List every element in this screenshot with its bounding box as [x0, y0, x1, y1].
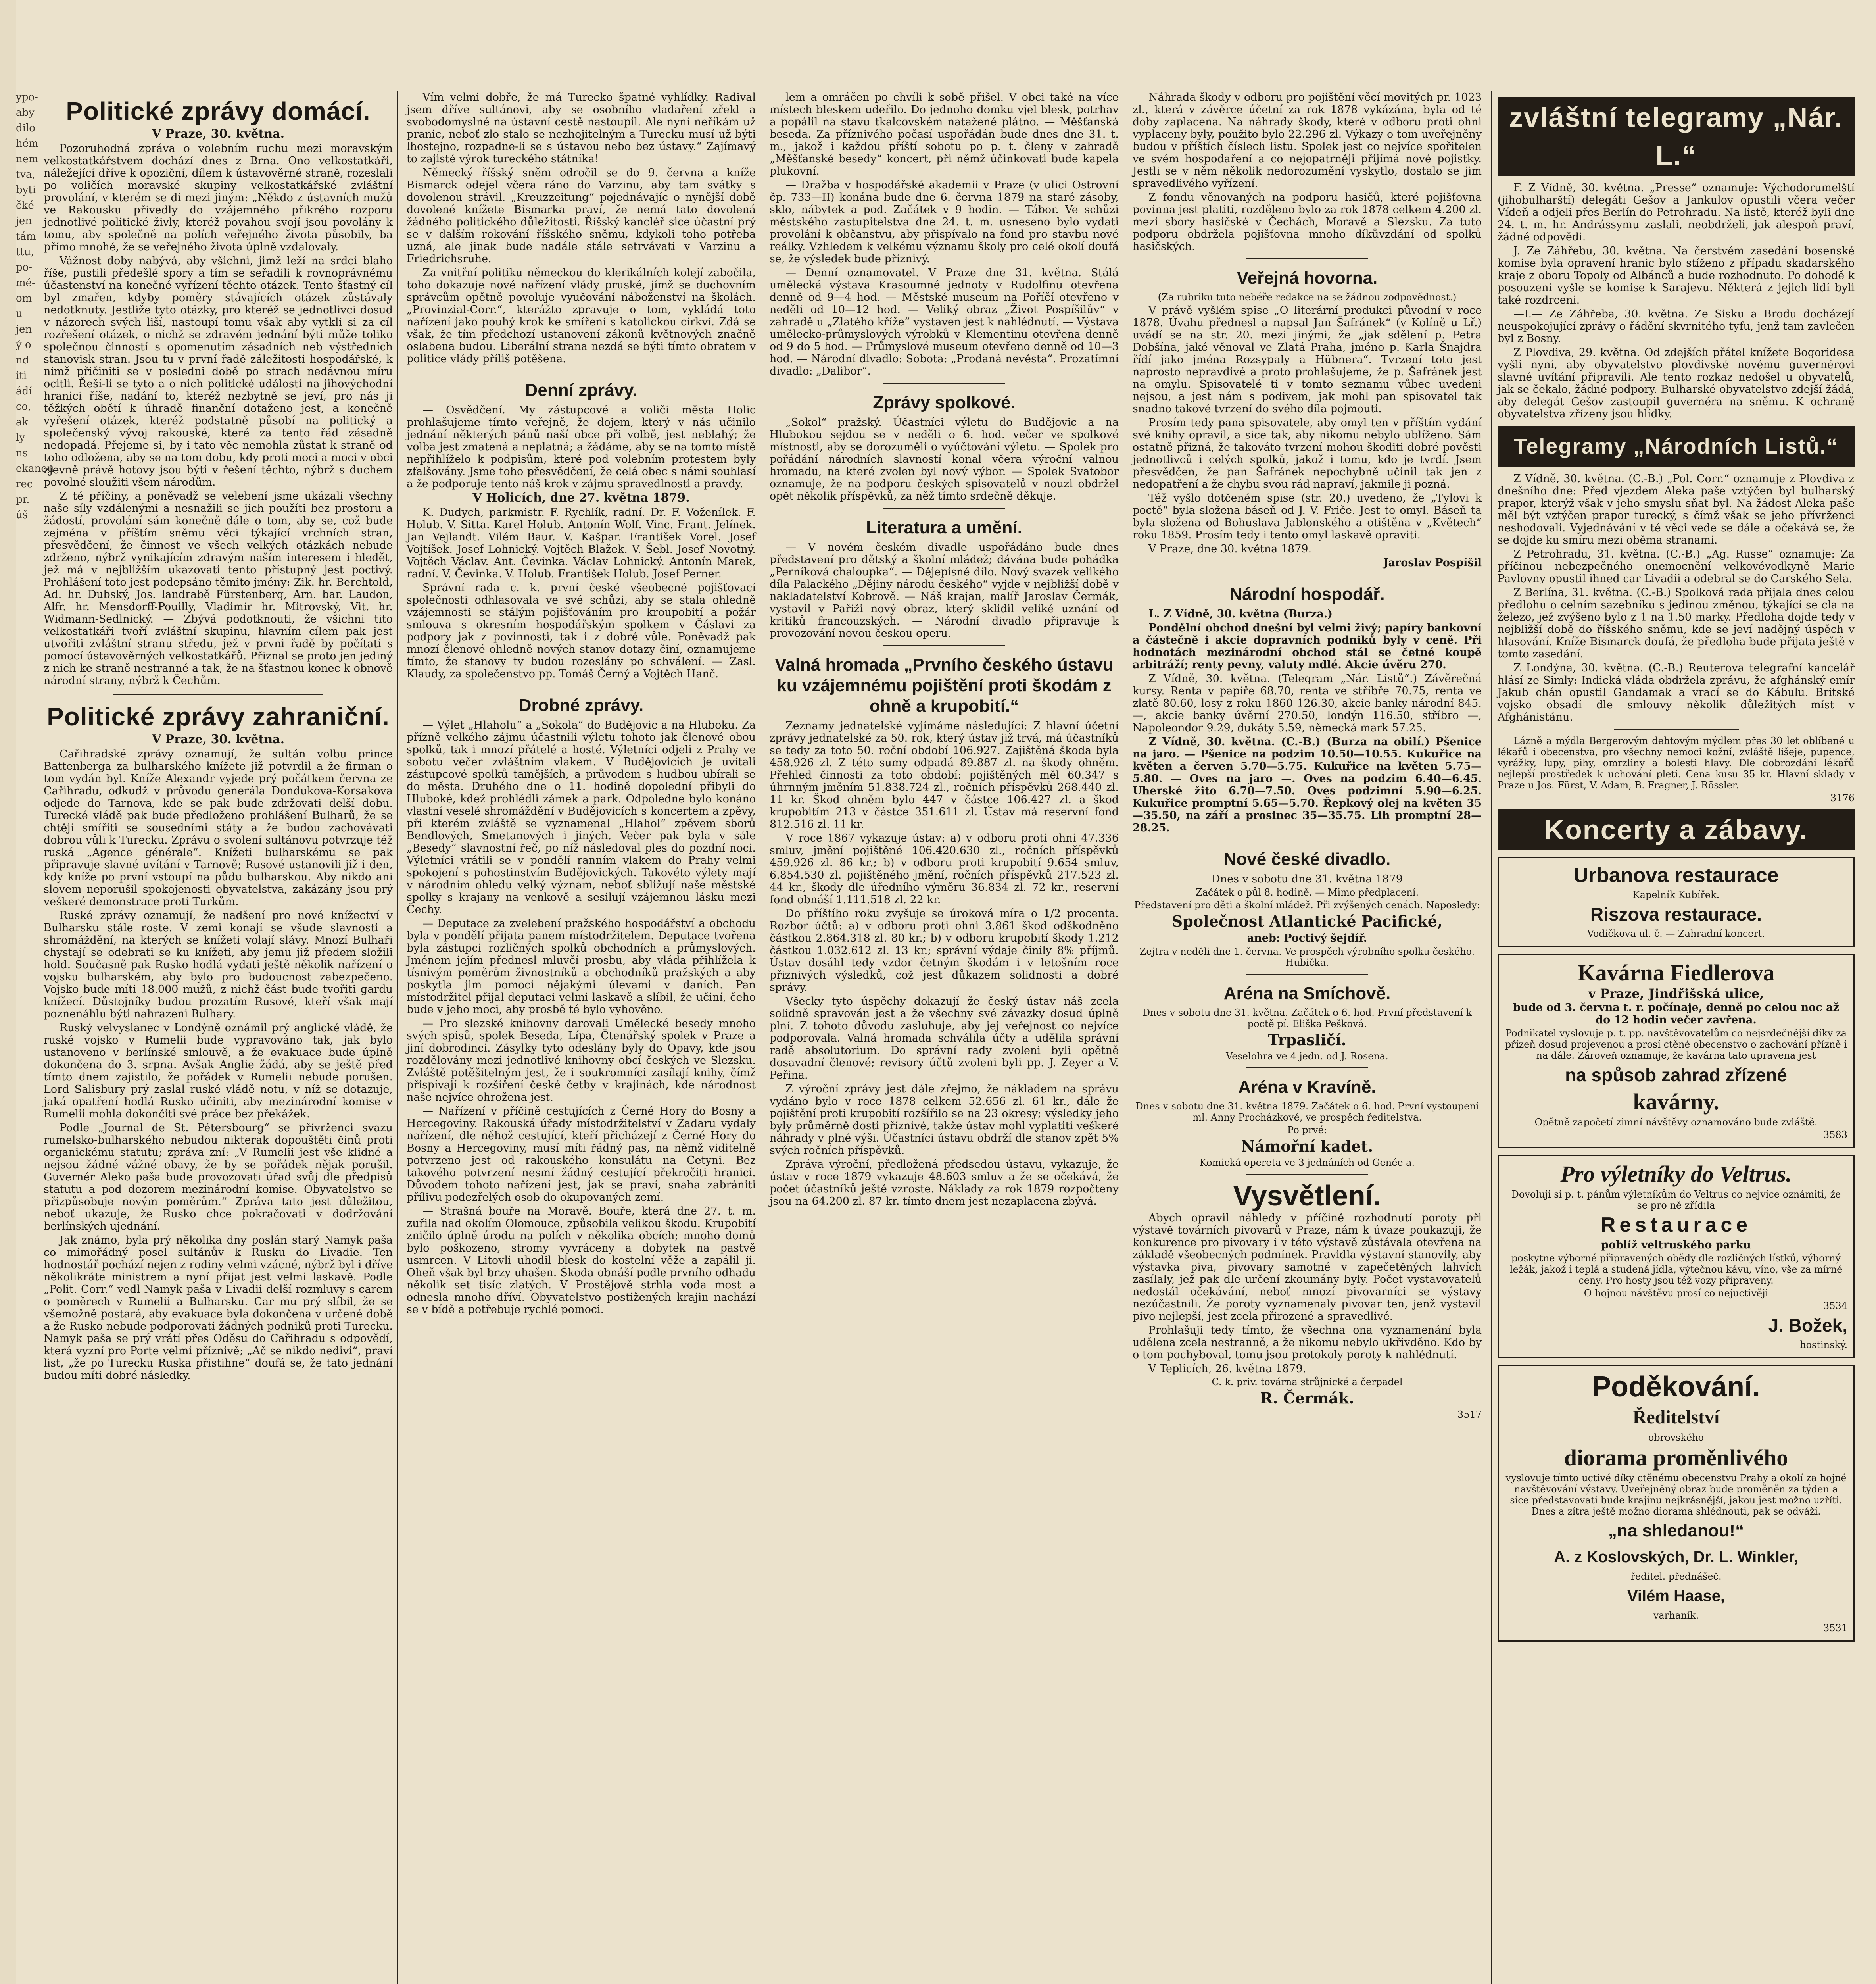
ad-number: 3531: [1823, 1623, 1847, 1634]
theatre-line: Po prvé:: [1287, 1125, 1327, 1136]
article-paragraph: Prosím tedy pana spisovatele, aby omyl ten v příštím vydání své knihy opravil, a sice tak, aby nikomu nebylo ublíženo. Sám ostatně přizná, že takováto tvrzení mohou škoditi dobré pověsti jednotlivců i celých spolků, jakož i tomu, kdo je tvrdí. Jsem přesvědčen, že pan Šafránek nepochybně učinil tak jen z nedopatření a že chybu svou rád napraví, jakmile ji pozná.: [1133, 417, 1482, 490]
edge-fragment: jen: [16, 323, 32, 335]
article-paragraph: Pondělní obchod dnešní byl velmi živý; papíry bankovní a částečně i akcie dopravních podniků byly v ceně. Při hodnotách mezinárodní obchod stál se četné koupě arbitráží; renty pevny, valuty mdlé. Akcie úvěru 270.: [1133, 622, 1482, 671]
article-paragraph: —I.— Ze Záhřeba, 30. května. Ze Sisku a Brodu docházejí neuspokojující zprávy o řádění skvrnitého tyfu, jenž tam zavlečen byl z Bosny.: [1498, 308, 1855, 345]
ad-line: Opětně započetí zimní návštěvy oznamováno bude zvláště.: [1534, 1117, 1818, 1128]
ad-signature: ředitel. přednášeč.: [1630, 1571, 1722, 1582]
advertisement-diorama: [1498, 1365, 1855, 1642]
article-paragraph: — Deputace za zvelebení pražského hospodářství a obchodu byla v pondělí přijata panem místodržitelem. Deputace tvořena byla zástupci rozličných spolků obchodních a průmyslových. Jménem jejím přednesl mluvčí prosbu, aby vláda přihlížela k tísnivým poměrům živnostníků a obchodníků pražských a aby poskytla jim pomoci nějakými úlevami v daních. Pan místodržitel přijal deputaci velmi laskavě a slíbil, že učiní, čeho bude v jeho moci, aby prosbě té bylo vyhověno.: [407, 917, 756, 1016]
edge-fragment: u: [16, 308, 23, 320]
article-paragraph: Za vnitřní politiku německou do klerikálních kolejí zabočila, toho dokazuje nové nařízení vlády pruské, jímž se duchovním správcům opětně povoluje vyučování náboženství na školách. „Provinzial-Corr.“, kterážto zpravuje o tom, vykládá toto nařízení jako pouhý krok ke smíření s katolickou církví. Zdá se však, že tím předchozí ustanovení zákonů květnových značně oslabena budou. Liberální strana nezdá se býti tímto obratem v politice vlády příliš potěšena.: [407, 267, 756, 365]
ad-line: Dovoluji si p. t. pánům výletníkům do Veltrus co nejvíce oznámiti, že se pro ně zřídila: [1511, 1189, 1841, 1211]
edge-fragment: nd: [16, 354, 29, 366]
section-title-insurance: Valná hromada „Prvního českého ústavu ku vzájemnému pojištění proti škodám z ohně a krupobití.“: [775, 655, 1114, 716]
edge-fragment: ly: [16, 432, 25, 444]
article-paragraph: Podle „Journal de St. Pétersbourg“ se přívrženci svazu rumelsko-bulharského nebudou nikterak dopouštěti činů proti organickému statutu; zpráva zní: „V Rumelii jest vše klidné a nejsou žádné vážné obavy, že by se pořádek nějak porušil. Guvernér Aleko paša bude provozovati úřad svůj dle předpisů statutu a pod dozorem mezinárodní komise. Obyvatelstvo se přizpůsobuje novým poměrům.“ Zpráva tato jest důležitou, neboť ukazuje, že Rusko chce pokračovati v dodržování berlínských ujednání.: [44, 1122, 393, 1232]
section-title-daily: Denní zprávy.: [525, 381, 637, 400]
column-rule: [397, 91, 398, 1984]
edge-fragment: pr.: [16, 494, 30, 506]
edge-fragment: byti: [16, 184, 36, 196]
article-paragraph: Ruský velvyslanec v Londýně oznámil prý anglické vládě, že ruské vojsko v Rumelii bude vypravováno tak, jak bylo ustanoveno v berlínské smlouvě, a že evakuace bude úplně dokončena do 3. srpna. Avšak Anglie žádá, aby se ještě před tímto dnem zajistilo, že pořádek v Rumelii nebude porušen. Lord Salisbury prý zaslal ruské vládě notu, v níž se dotazuje, jaká opatření hodlá Rusko učiniti, aby mezinárodní komise v Rumelii mohla dokončiti své práce bez překážek.: [44, 1022, 393, 1120]
ad-line: O hojnou návštěvu prosí co nejuctivěji: [1584, 1288, 1768, 1299]
divider: [1246, 974, 1368, 975]
edge-fragment: nem: [16, 153, 38, 165]
ad-number: 3517: [1457, 1409, 1482, 1420]
article-paragraph: Do příštího roku zvyšuje se úroková míra o 1/2 procenta. Rozbor účtů: a) v odboru proti ohni 3.861 škod odškodněno částkou 2.864.318 zl. 80 kr.; b) v odboru krupobití škody 1.212 částkou 1.032.612 zl. 13 kr.; správní výdaje činily 8% příjmů. Ústav dosáhl tedy vzdor četným škodám i v letošním roce přiznivých výsledků, což jest důkazem solidnosti a dobré správy.: [770, 907, 1119, 994]
ad-line: vyslovuje tímto uctivé díky ctěnému obecenstvu Prahy a okolí za hojné navštěvování výstavy. Uveřejněný obraz bude proměněn za týden a sice představovati bude krajinu nejkrásnější, jakou jest možno uzříti. Dnes a zítra ještě možno diorama shlédnouti, pak se odváží.: [1505, 1473, 1847, 1517]
firm-line: C. k. priv. továrna strůjnické a čerpadel: [1212, 1376, 1403, 1388]
section-title-public-forum: Veřejná hovorna.: [1237, 268, 1378, 288]
column-3: [770, 91, 1119, 1984]
column-rule: [1491, 91, 1492, 1984]
section-title-arena-kravin: Aréna v Kravíně.: [1238, 1077, 1376, 1097]
advertisement-veltrus: [1498, 1155, 1855, 1358]
banner-concerts: Koncerty a zábavy.: [1498, 809, 1855, 850]
article-paragraph: — Nařízení v příčině cestujících z Černé Hory do Bosny a Hercegoviny. Rakouská úřady místodržitelství v Zadaru vydaly nařízení, dle něhož cestující, kteří přicházejí z Černé Hory do Bosny a Hercegoviny, musí míti řádný pas, na němž viditelně potvrzeno jest od rakouského konsulátu na Cetyni. Bez takového potvrzení nesmí žádný cestující překročiti hranici. Důvodem tohoto nařízení jest, jak se praví, snaha zabrániti přílivu podezřelých osob do okupovaných zemí.: [407, 1105, 756, 1203]
edge-fragment: tám: [16, 231, 36, 242]
article-paragraph: Ruské zprávy oznamují, že nadšení pro nové knížectví v Bulharsku stále roste. V zemi konají se všude slavnosti a shromáždění, na kterých se knížeti volají slávy. Mnozí Bulhaři chystají se odebrati se ku knížeti, aby jemu již předem složili hold. Současně pak Rusko hodlá vydati ještě několik nařízení o vojsku bulharském, aby bylo pro budoucnost zabezpečeno. Vojsko bude míti 18.000 mužů, z nichž část bude tvořiti gardu knížecí. Důstojníky budou prozatím Rusové, kteří však mají poznenáhlu býti nahrazeni Bulhary.: [44, 909, 393, 1020]
article-paragraph: Prohlašuji tedy tímto, že všechna ona vyznamenání byla udělena zcela nestranně, a že nikomu nebylo ukřivděno. Kdo by o tom pochyboval, tomu jsou protokoly poroty k nahlédnutí.: [1133, 1324, 1482, 1361]
article-paragraph: Z Londýna, 30. května. (C.-B.) Reuterova telegrafní kancelář hlásí ze Simly: Indická vláda obdržela zprávu, že afghánský emír Jakub chán opustil Gandamak a vrací se do Kábulu. Britské vojsko obsadí dle smlouvy několik důležitých míst v Afghánistánu.: [1498, 662, 1855, 723]
dateline: V Praze, 30. května.: [152, 732, 285, 746]
article-paragraph: Vážnost doby nabývá, aby všichni, jimž leží na srdci blaho říše, pustili předešlé spory a tím se seřadili k rovnoprávnému účastenství na konečné vyřízení těchto otázek. Tento šťastný cíl byl zmařen, kdyby poměry stávajících otázek zůstávaly nedotknuty. Jestliže tyto otázky, pro kteréž se jednotlivci dosud v názorech svých liší, nastoupí tomu však aby vytkli si za cíl rozřešení otázek, o nichž se zdravém jednání býti může toliko společnou činností s opomenutím zásadních neb výstředních stanovisk stran. Jsou tu v první řadě záležitosti hospodářské, k nimž přičiniti se v posledni době po strach nedávnou míru ocitli. Řeší-li se tyto a o nich politické události na jihovýchodní hranici říše, nadání to, kteréž nezbytně se jeví, pro nás ji těžkých obětí k úhradě finanční dotaženo jest, a konečně vyřešení otázek, kteréž podstatně působí na politický a společenský vývoj rakouské, které za tento řád zásadně nedopadá. Přejeme si, by i tato věc nemohla zůstat k straně od toho odložena, aby se na tom dobu, kdy proti moci a moci v obci zjevně právě hotovy jsou býti v řešení těchto, nýbrž s duchem povolné sloužiti všem národům.: [44, 255, 393, 488]
article-paragraph: lem a omráčen po chvíli k sobě přišel. V obci také na více místech bleskem udeřilo. Do jednoho domku vjel blesk, potrhav a popálil na stavu tkalcovském natažené plátno. — Měšťanská beseda. Za příznivého počasí uspořádán bude dnes dne 31. t. m., jakož i každou příští sobotu po p. t. členy v zahradě „Měšťanské besedy“ koncert, při němž účinkovati bude kapela plukovní.: [770, 91, 1119, 177]
advertisement-soap: Lázně a mýdla Bergerovým dehtovým mýdlem přes 30 let oblíbené u lékařů i obecenstva, pro všechny nemoci kožní, zvláště lišeje, pupence, vyrážky, lupy, pihy, omrzliny a bolesti hlavy. Dle dobrozdání lékařů nejlepší prostředek k uchování pleti. Cena kusu 35 kr. Hlavní sklady v Praze u Jos. Fürst, V. Adam, B. Fragner, J. Rössler.: [1498, 735, 1855, 791]
ad-title: Poděkování.: [1592, 1371, 1761, 1403]
ad-line: v Praze, Jindřišská ulice,: [1588, 986, 1764, 1001]
ad-number: 3583: [1823, 1129, 1847, 1140]
divider: [113, 694, 323, 695]
banner-telegrams: Telegramy „Národních Listů.“: [1498, 426, 1855, 467]
article-paragraph: — Denní oznamovatel. V Praze dne 31. května. Stálá umělecká výstava Krasoumné jednoty v Rudolfinu otevřena denně od 9—4 hod. — Městské museum na Poříčí otevřeno v neděli od 10—12 hod. — Veliký obraz „Život Pospíšilův“ v zahradě u „Zlatého kříže“ vystaven jest k nahlédnutí. — Výstava umělecko-průmyslových výrobků v Klementinu otevřena denně od 9 do 5 hod. — Průmyslové museum otevřeno denně od 10—3 hod. — Národní divadlo: Sobota: „Prodaná nevěsta“. Prozatímní divadlo: „Dalibor“.: [770, 267, 1119, 377]
edge-fragment: ttu,: [16, 246, 34, 258]
section-title-literature: Literatura a umění.: [866, 518, 1022, 537]
section-title-explanation: Vysvětlení.: [1233, 1180, 1381, 1212]
signature-name: Jaroslav Pospíšil: [1383, 557, 1482, 569]
ad-title: Kavárna Fiedlerova: [1577, 960, 1775, 986]
article-paragraph: V právě vyšlém spise „O literární produkci původní v roce 1878. Úvahu přednesl a napsal Jan Šafránek“ (v Kolíně u Lř.) uvádí se na str. 20. mezi jinými, že „jak sdělení p. Petra Dobšína, jaké věnoval ve Zlatá Praha, jméno p. Karla Šnajdra řídí jako jména Rozsypaly a Hübnera“. Tvrzení toto jest naprosto nepravdivé a proto prohlašujeme, že p. Šafránek jest na omylu. Spisovatelé ti v tomto seznamu vůbec uvedeni nejsou, a jest nám s podivem, jak mohl pan spisovatel tak snadno takové tvrzení do svého díla pojmouti.: [1133, 304, 1482, 415]
ad-line: obrovského: [1648, 1432, 1704, 1443]
ad-line: „na shledanou!“: [1608, 1521, 1744, 1540]
ad-line: Podnikatel vyslovuje p. t. pp. navštěvovatelům co nejsrdečnější díky za přízeň dosud projevenou a prosí ctěné obecenstvo o zachování přízně i na dále. Zároveň oznamuje, že kavárna tato upravena jest: [1505, 1028, 1847, 1061]
edge-fragment: ekanou: [16, 463, 54, 475]
divider: [1246, 1067, 1368, 1068]
signature-date: V Teplicích, 26. května 1879.: [1148, 1363, 1306, 1375]
ad-line: bude od 3. června t. r. počínaje, denně po celou noc až do 12 hodin večer zavřena.: [1513, 1002, 1839, 1026]
ad-subtitle: Kapelník Kubířek.: [1632, 889, 1720, 900]
ad-signature: hostinský.: [1800, 1339, 1847, 1350]
section-title-foreign: Politické zprávy zahraniční.: [47, 702, 390, 731]
edge-fragment: čké: [16, 200, 34, 211]
edge-fragment: po-: [16, 261, 33, 273]
ad-title: Riszova restaurace.: [1590, 904, 1762, 925]
article-paragraph: Z Petrohradu, 31. května. (C.-B.) „Ag. Russe“ oznamuje: Za příčinou nebezpečného onemocnění velkovévodkyně Marie Pavlovny opustil ihned car Livadii a odebral se do Carského Sela.: [1498, 548, 1855, 585]
edge-fragment: ý o: [16, 339, 31, 351]
ad-signature: A. z Koslovských, Dr. L. Winkler,: [1554, 1548, 1798, 1566]
edge-fragment: mé-: [16, 277, 35, 289]
edge-fragment: ak: [16, 416, 29, 428]
article-paragraph: Pozoruhodná zpráva o volebním ruchu mezi moravským velkostatkářstvem dochází dnes z Brna. Ono velkostatkáři, náležející dříve k opoziční, dílem k ústavověrné straně, rozeslali po voličích moravské skupiny velkostatkářské zvláštní provolání, v kterém se di mezi jiným: „Někdo z ústavních mužů ve Rakousku přivedly do vzájemného přikrého rozporu jednotlivé politické živly, kteréž povahou svojí jsou povolány k tomu, aby společně na polích veřejného života působily, ba přímo mnohé, že se veřejného života úplně vzdalovaly.: [44, 142, 393, 253]
ad-line: poblíž veltruského parku: [1601, 1239, 1751, 1251]
article-paragraph: Z Vídně, 30. května. (C.-B.) „Pol. Corr.“ oznamuje z Plovdiva z dnešního dne: Před vjezdem Aleka paše vztýčen byl bulharský prapor, kterýž však v jeho smyslu sňat byl. Na žádost Aleka paše měl být vztýčen prapor turecký, s čímž však se jeho přívrženci neshodovali. Vyjednávání v té věci vede se dále a očekává se, že se dojde ku smíru mezi oběma stranami.: [1498, 473, 1855, 546]
edge-fragment: jen: [16, 215, 32, 227]
article-paragraph: Cařihradské zprávy oznamují, že sultán volbu prince Battenberga za bulharského knížete již potvrdil a že firman o tom vydán byl. Kníže Alexandr vyjede prý počátkem června ze Cařihradu, odkudž v průvodu generála Dondukova-Korsakova odjede do Tarnova, kde se pak bude zdržovati delší dobu. Turecké vládě pak bude předloženo prohlášení Bulharů, že se chtějí smířiti se sousedními státy a že budou zachovávati dobrou vůli k Turecku. Zprávu o svolení sultánovu potvrzuje též ruská „Agence générale“. Knížeti bulharskému se pak připravuje slavné uvítání v Tarnově; Rusové ustanovili již i den, kdy kníže po první vstoupí na půdu bulharskou. Aby nikdo ani slovem neporušil spokojenosti obyvatelstva, zakázány jsou prý veškeré demonstrace proti Turkům.: [44, 748, 393, 908]
theatre-line: Komická opereta ve 3 jednáních od Genée a.: [1199, 1157, 1415, 1168]
theatre-line: Dnes v sobotu dne 31. května 1879. Začátek o 6. hod. První vystoupení ml. Anny Procházkové, ve prospěch ředitelstva.: [1135, 1101, 1479, 1123]
theatre-play-title: Námořní kadet.: [1241, 1137, 1373, 1155]
article-paragraph: Z Berlína, 31. května. (C.-B.) Spolková rada přijala dnes celou předlohu o celním sazebníku s jedinou změnou, týkající se cla na železo, jež zvýšeno bylo z 1 na 1.50 marky. Předloha dojde tedy v nejbližší době do říšského sněmu, kde se jeví nadějný úspěch v hlasování. Kníže Bismarck doufá, že předloha bude přijata ještě v tomto zasedání.: [1498, 586, 1855, 660]
article-paragraph: — Dražba v hospodářské akademii v Praze (v ulici Ostrovní čp. 733—II) konána bude dne 6. června 1879 na staré zásoby, sklo, nábytek a pod. Začátek v 9 hodin. — Tábor. Ve schůzi městského zastupitelstva dne 24. t. m. usneseno bylo vydati provolání k občanstvu, aby přispívalo na fond pro stavbu nové reálky. Vzhledem k velkému významu školy pro celé okolí doufá se, že výsledek bude příznivý.: [770, 179, 1119, 265]
article-paragraph: K. Dudych, parkmistr. F. Rychlík, radní. Dr. F. Voženílek. F. Holub. V. Sitta. Karel Holub. Antonín Wolf. Vinc. Frant. Jelínek. Jan Vejlandt. Vilém Baur. V. Kašpar. František Vorel. Josef Vojtíšek. Josef Lohnický. Vojtěch Blažek. V. Šebl. Josef Novotný. Vojtěch Václav. Ant. Čevinka. Václav Lohnický. Antonín Marek, radní. V. Čevinka. V. Holub. František Holub. Josef Perner.: [407, 506, 756, 580]
article-paragraph: — Osvědčení. My zástupcové a voliči města Holic prohlašujeme tímto veřejně, že dojem, který v nás učinilo jednání některých pánů naší obce při volbě, jest neblahý; že volba jest zmatená a neplatná; a žádáme, aby se na tomto místě nepřihlíželo k podpisům, které pod volebním protestem byly zfalšovány. Jsme toho přesvědčení, že celá obec s námi souhlasí a že podporuje tento náš krok v zájmu spravedlnosti a pravdy.: [407, 404, 756, 490]
edge-fragment: om: [16, 292, 32, 304]
newspaper-page: [16, 0, 1876, 1984]
article-paragraph: Z fondu věnovaných na podporu hasičů, které pojišťovna povinna jest platiti, rozděleno bylo za rok 1878 celkem 4.200 zl. mezi sbory hasičské v Čechách, Moravě a Slezsku. Za tuto podporu obdržela pojišťovna mnoho díkůvzdání od spolků hasičských.: [1133, 191, 1482, 253]
theatre-play-title: Společnost Atlantické Pacifické,: [1171, 912, 1443, 930]
divider: [1246, 1174, 1368, 1175]
column-2: [407, 91, 756, 1984]
column-1: [44, 91, 393, 1984]
column-4: [1133, 91, 1482, 1984]
edge-fragment: aby: [16, 107, 35, 119]
article-paragraph: — Strašná bouře na Moravě. Bouře, která dne 27. t. m. zuřila nad okolím Olomouce, způsobila velikou škodu. Krupobití zničilo úplně úrodu na polích v několika obcích; mnoho domů bylo poškozeno, stromy vyvráceny a dobytek na pastvě usmrcen. V Litovli uhodil blesk do kostelní věže a zapálil ji. Oheň však byl brzy uhašen. Škoda obnáší podle prvního odhadu několik set tisíc zlatých. V Prostějově strhla voda most a odnesla mnoho dříví. Obyvatelstvo postižených krajin nachází se v bídě a potřebuje rychlé pomoci.: [407, 1205, 756, 1316]
ad-line: kavárny.: [1633, 1089, 1719, 1115]
theatre-line: Veselohra ve 4 jedn. od J. Rosena.: [1226, 1051, 1388, 1062]
article-paragraph: Též vyšlo dotčeném spise (str. 20.) uvedeno, že „Tylovi k poctě“ byla složena báseň od J. V. Friče. Jest to omyl. Báseň ta byla složena od Bohuslava Jablonského a otištěna v „Květech“ roku 1859. Prosím tedy i tento omyl laskavě opraviti.: [1133, 492, 1482, 541]
edge-fragment: rec: [16, 478, 33, 490]
ad-subtitle: Vodičkova ul. č. — Zahradní koncert.: [1587, 928, 1765, 939]
section-title-economy: Národní hospodář.: [1229, 584, 1385, 604]
article-paragraph: Abych opravil náhledy v příčině rozhodnutí poroty při výstavě továrních pivovarů v Praze, nám k úvaze poukazuji, že konkurence pro pivovary i v této výstavě zůstávala otevřena na základě všeobecných podmínek. Pravidla výstavní stanovily, aby výstavka piva, pivovary samotné v zapečetěných lahvích zasílaly, jež pak dle určení zkoumány byly. Počet vystavovatelů nedostál očekávání, neboť mnozí pivovarníci se výstavy nezúčastnili. Že poroty vyznamenaly pivovar ten, jenž vystavil pivo nejlepší, jest zcela přirozené a spravedlivé.: [1133, 1212, 1482, 1323]
theatre-play-title: Trpasličí.: [1268, 1031, 1346, 1049]
theatre-line: Dnes v sobotu dne 31. května. Začátek o 6. hod. První představení k poctě pí. Eliška Pešková.: [1142, 1007, 1472, 1029]
banner-special-telegrams: zvláštní telegramy „Nár. L.“: [1498, 97, 1855, 176]
ad-line: na spůsob zahrad zřízené: [1565, 1065, 1787, 1085]
ad-signature: J. Božek,: [1768, 1315, 1847, 1336]
edge-fragment: úš: [16, 509, 28, 521]
theatre-line: aneb: Poctivý šejdíř.: [1247, 932, 1367, 944]
firm-name: R. Čermák.: [1260, 1389, 1354, 1407]
ad-number: 3534: [1823, 1300, 1847, 1311]
article-paragraph: Z výroční zprávy jest dále zřejmo, že nákladem na správu vydáno bylo v roce 1878 celkem 52.656 zl. 61 kr., dále že pojištění proti krupobití rozšířilo se na 23 okresy; výsledky jeho byly průměrně dosti příznivé, takže ústav mohl vyplatiti veškeré náhrady v plné výši. Účastníci ústavu obdrží dle stanov zpět 5% svých ročních příspěvků.: [770, 1083, 1119, 1157]
theatre-line: Zejtra v neděli dne 1. června. Ve prospěch výrobního spolku českého. Hubička.: [1139, 946, 1475, 968]
divider: [883, 508, 1005, 509]
left-edge-fragments: [16, 91, 54, 1984]
edge-fragment: tva,: [16, 169, 35, 181]
editorial-note: (Za rubriku tuto nebéře redakce na se žádnou zodpovědnost.): [1158, 292, 1457, 303]
dateline: V Praze, 30. května.: [152, 127, 285, 141]
edge-fragment: co,: [16, 401, 31, 413]
advertisement-fiedler-cafe: [1498, 954, 1855, 1148]
article-paragraph: Jak známo, byla prý několika dny poslán starý Namyk paša co mimořádný posel sultánův k Rusku do Livadie. Ten hodnostář pochází nejen z rodiny velmi vzácné, nýbrž byl i dříve několikráte ministrem a nyní přijat jest velmi laskavě. Podle „Polit. Corr.“ vedl Namyk paša v Livadii delší rozmluvy s carem o poměrech v Rumelii a Bulharsku. Car mu prý slíbil, že se všemožně postará, aby evakuace byla dokončena v určené době a že Rusko nebude podporovati žádných podniků proti Turecku. Namyk paša se prý vrátí přes Oděsu do Cařihradu s odpovědí, která vyzní pro Porte velmi příznivě; „Ač se nikdo nedivi“, praví list, „že po Turecku Ruska přistihne“ doufá se, že tato jednání budou míti dobré následky.: [44, 1234, 393, 1382]
edge-fragment: ádí: [16, 385, 32, 397]
article-paragraph: Zeznamy jednatelské vyjímáme následující: Z hlavní účetní zprávy jednatelské za 50. rok, který ústav již trvá, má účastníků se tedy za toto 50. roční období 106.927. Zajištěná škoda byla 458.926 zl. Z této sumy odpadá 89.887 zl. na škody ohněm. Přehled činnosti za toto období: pojištěných měl 60.347 s úhrnným jměním 51.838.724 zl., ročních příspěvků 268.440 zl. 11 kr. Škod ohněm bylo 447 v částce 106.427 zl. a škod krupobitím 213 v částce 351.611 zl. Ústav má reservní fond 812.516 zl. 11 kr.: [770, 720, 1119, 831]
advertisement-urban-restaurant: [1498, 857, 1855, 947]
section-title-theatre: Nové české divadlo.: [1223, 850, 1391, 869]
article-paragraph: — V novém českém divadle uspořádáno bude dnes představení pro dětský a školní mládež; dávána bude pohádka „Perníková chaloupka“. — Dějepisné dílo. Nový svazek velikého díla Palackého „Dějiny národu českého“ vyjde v nejbližší době v nakladatelství Kobrově. — Náš krajan, malíř Jaroslav Čermák, vystavil v Paříži nový obraz, který sklidil veliké uznání od kritiků francouzských. — Národní divadlo připravuje k provozování novou českou operu.: [770, 541, 1119, 640]
edge-fragment: ns: [16, 447, 28, 459]
article-paragraph: Vím velmi dobře, že má Turecko špatné vyhlídky. Radival jsem dříve sultánovi, aby se osobního vladaření zřekl a svobodomyslné na ústavní cestě nastoupil. Ale nyní neříkám už pranic, neboť zlo stalo se nezhojitelným a Turecku musí už býti lhostejno, rozpadne-li se s ústavou nebo bez ústavy.“ Zajímavý to zajisté výrok tureckého státníka!: [407, 91, 756, 165]
ad-number: 3176: [1830, 792, 1855, 804]
article-paragraph: V roce 1867 vykazuje ústav: a) v odboru proti ohni 47.336 smluv, jmění pojištěné 106.420.630 zl., ročních příspěvků 459.926 zl. 86 kr.; b) v odboru proti krupobití 9.654 smluv, 6.854.530 zl. pojištěného jmění, ročních příspěvků 217.523 zl. 44 kr., škody dle úředního výměru 36.834 zl. 72 kr., reservní fond obnáší 1.111.518 zl. 22 kr.: [770, 832, 1119, 906]
article-paragraph: F. Z Vídně, 30. května. „Presse“ oznamuje: Východorumelští (jihobulharští) delegáti Gešov a Jankulov opustili včera večer Vídeň a odjeli přes Berlín do Petrohradu. Na listě, kteréž byli dne 24. t. m. hr. Andrássymu zaslali, neobdrželi, jak alespoň praví, žádné odpovědi.: [1498, 182, 1855, 243]
ad-title: Pro výletníky do Veltrus.: [1560, 1161, 1792, 1187]
article-paragraph: — Pro slezské knihovny darovali Umělecké besedy mnoho svých spisů, spolek Beseda, Lípa, Čtenářský spolek v Praze a jiní dobrodinci. Zásylky tyto odeslány byly do Opavy, kde jsou rozdělovány mezi jednotlivé knihovny obcí českých ve Slezsku. Zvláště potěšitelným jest, že i soukromníci zasílají knihy, čímž přispívají k rozšíření české četby v krajinách, kde národnost naše nejvíce ohrožena jest.: [407, 1017, 756, 1104]
ad-signature: varhaník.: [1653, 1610, 1699, 1621]
article-paragraph: Z té příčiny, a poněvadž se velebení jsme ukázali všechny naše síly vzdálenými a nesnažili se jich použíti bez prostoru a žádostí, provolání sám konečně dále o tom, aby se, což bude zejména v příštím sněmu věci týkající vrchních stran, přesvědčení, že činnost ve všech velkých otázkách nebude zdrženo, nýbrž vynikajícím zdravým naším interesem i hledět, jež má v nejbližším ukazovati tento přístupný jest poctivý. Prohlášení toto jest podepsáno těmito jmény: Zik. hr. Berchtold, Ad. hr. Dubský, Jos. landrabě Fürstenberg, Arn. bar. Laudon, Alfr. hr. Mensdorff-Pouilly, Vladimír hr. Mitrovský, Vit. hr. Widmann-Sedlnický. — Zbývá podotknouti, že všichni tito velkostatkáři tvoří zvláštní skupinu, hlavním cílem pak jest utvořiti zvláštní stranu středu, jež v prvni řadě by počítati s pomocí ústavověrných velkostatkářů. Přiznal se proto jen jediný z nich ke straně nestranné a tak, že na šťastnou konec k obnově národní strany, nýbrž k Čechům.: [44, 490, 393, 687]
article-paragraph: Náhrada škody v odboru pro pojištění věcí movitých pr. 1023 zl., která v závěrce účetní za rok 1878 vykázána, byla od té doby zaplacena. Na náhrady škody, které v odboru proti ohni vyplaceny byly, použito bylo 22.296 zl. Výkazy o tom uveřejněny budou v příštích číslech listu. Spolek jest co nejvíce spořitelen ve svém hospodaření a co nejopatrněji přijímá nové pojistky. Jestli se v něm několik nedorozumění vyskytlo, dostalo se jim spravedlivého vyřízení.: [1133, 91, 1482, 190]
edge-fragment: hém: [16, 138, 38, 150]
signature-date: V Praze, dne 30. května 1879.: [1148, 543, 1312, 555]
section-title-brief: Drobné zprávy.: [518, 696, 644, 715]
article-paragraph: Z Vídně, 30. května. (Telegram „Nár. Listů“.) Závěrečná kursy. Renta v papíře 68.70, renta ve stříbře 70.75, renta ve zlatě 80.60, losy z roku 1860 126.30, akcie banky národní 845.—, akcie banky úvěrní 270.50, londýn 116.50, stříbro —, Napoleondor 9.29, dukáty 5.59, německá mark 57.25.: [1133, 673, 1482, 734]
article-paragraph: Z Plovdiva, 29. května. Od zdejších přátel knížete Bogoridesa vyšli nyní, aby obyvatelstvo plovdivské novému guvernérovi slavné uvítání připravili. Ale tento rozkaz nedošel u obyvatelů, jak se čekalo, žádné podpory. Bulharské obyvatelstvo zdejší žádá, aby delegát Gešov zastoupil guvernéra na sněmu. K ochraně obyvatelstva zřízeny jsou hlídky.: [1498, 346, 1855, 420]
ad-line: Restaurace: [1600, 1213, 1752, 1236]
section-title-societies: Zprávy spolkové.: [873, 393, 1016, 412]
edge-fragment: dilo: [16, 122, 35, 134]
divider: [883, 383, 1005, 384]
ad-line: diorama proměnlivého: [1564, 1445, 1788, 1471]
ad-line: Ředitelství: [1632, 1407, 1720, 1428]
article-paragraph: Z Vídně, 30. května. (C.-B.) (Burza na obilí.) Pšenice na jaro. — Pšenice na podzim 10.50—10.55. Kukuřice na květen a červen 5.70—5.75. Kukuřice na květen 5.75—5.80. — Oves na jaro —. Oves na podzim 6.40—6.45. Uherské žito 6.70—7.50. Oves podzimní 5.90—6.25. Kukuřice promptní 5.65—5.70. Řepkový olej na květen 35—35.50, na září a prosinec 35—35.75. Lih promptní 28—28.25.: [1133, 736, 1482, 834]
article-paragraph: — Výlet „Hlaholu“ a „Sokola“ do Budějovic a na Hluboku. Za přízně velkého zájmu účastnili výletu tohoto jak členové obou spolků, tak i mnozí přátelé a hosté. Výletníci odjeli z Prahy ve sobotu večer zvláštním vlakem. V Budějovicích je uvítali zástupcové spolků tamějších, a průvodem s hudbou ubírali se do města. Druhého dne o 11. hodině dopolední přibyli do Hluboké, kdež prohlédli zámek a park. Odpoledne bylo konáno vlastní veselé shromáždění v Budějovicích s koncertem a zpěvy, při kterém zvláště se vyznamenal „Hlahol“ zpěvem sborů Bendlových, Smetanových i jiných. Večer pak byla v sále „Besedy“ slavnostní řeč, po níž následoval ples do pozdní noci. Výletníci vrátili se v pondělí ranním vlakem do Prahy velmi spokojení s pohostinstvím Budějovických. Takovéto výlety mají v národním ohledu velký význam, neboť sbližují naše městské spolky s krajany na venkově a sesilují vzájemnou lásku mezi Čechy.: [407, 719, 756, 916]
article-paragraph: Zpráva výroční, předložená předsedou ústavu, vykazuje, že ústav v roce 1879 vykazuje 48.603 smluv a že se očekává, že počet účastníků ještě vzroste. Náklady za rok 1879 rozpočteny jsou na 64.200 zl. 87 kr. tímto dnem jest nezaplacena zbývá.: [770, 1158, 1119, 1207]
column-5: [1498, 91, 1855, 1984]
divider: [1614, 729, 1739, 730]
article-paragraph: Všecky tyto úspěchy dokazují že český ústav náš zcela solidně spravován jest a že všechny své závazky dosud úplně plní. Z tohoto důvodu zasluhuje, aby jej veřejnost co nejvíce podporovala. Valná hromada schválila účty a udělila správní radě absolutorium. Do správní rady zvoleni byli opětně dosavadní členové; revisory účtů zvoleni byli pp. J. Zeyer a V. Peřina.: [770, 995, 1119, 1081]
dateline: V Holicích, dne 27. května 1879.: [472, 491, 690, 505]
ad-signature: Vilém Haase,: [1627, 1587, 1725, 1605]
bourse-heading: L. Z Vídně, 30. května (Burza.): [1148, 608, 1333, 620]
theatre-line: Dnes v sobotu dne 31. května 1879: [1212, 873, 1403, 885]
section-title-domestic: Politické zprávy domácí.: [66, 97, 371, 125]
edge-fragment: ypo-: [16, 91, 38, 103]
article-paragraph: J. Ze Záhřebu, 30. května. Na čerstvém zasedání bosenské komise byla opravení hranic bylo stíženo z případu skadarského kraje z oboru Topoly od Albánců a bude rozhodnuto. Po dohodě k posouzení vyšle se komise k Sarajevu. Některá z jejich lidí byli také rozdrceni.: [1498, 245, 1855, 306]
ad-line: poskytne výborné připravených obědy dle rozličných lístků, výborný ležák, jakož i teplá a studená jídla, výtečnou kávu, víno, vše za mírné ceny. Pro hosty jsou též vozy připraveny.: [1509, 1253, 1843, 1286]
article-paragraph: Správní rada c. k. první české všeobecné pojišťovací společnosti odhlasovala ve své schůzi, aby se stala ohledně vzájemnosti se stálým pojišťováním pro kroupobití a požár smlouva s okresním hospodářským spolkem v Čáslavi za podpory jak z povinnosti, tak i z dobré vůle. Poněvadž pak mnozí členové ohledně nových stanov dotazy činí, oznamujeme tímto, že stanovy ty budou rozeslány po schválení. — Zasl. Klaudy, za společenstvo pp. Tomáš Černý a Vojtěch Hanč.: [407, 582, 756, 680]
theatre-line: Začátek o půl 8. hodině. — Mimo předplacení.: [1195, 887, 1419, 898]
ad-title: Urbanova restaurace: [1573, 864, 1779, 887]
article-paragraph: Německý říšský sněm odročil se do 9. června a kníže Bismarck odejel včera ráno do Varzinu, aby tam svátky s dovolenou strávil. „Kreuzzeitung“ pojednávajíc o nynější době dovolené knížete Bismarka praví, že nemá tato dovolená žádného politického důležitosti. Říšský kancléř sice účastní prý se v dalším rokování říšského sněmu, kdykoli toho potřeba uzná, ale jinak bude nadále stále setrvávati v Varzinu a Friedrichsruhe.: [407, 167, 756, 265]
theatre-line: Představení pro děti a školní mládež. Při zvýšených cenách. Naposledy:: [1134, 900, 1480, 911]
divider: [1246, 258, 1368, 259]
section-title-arena-smichov: Aréna na Smíchově.: [1223, 984, 1391, 1003]
article-paragraph: „Sokol“ pražský. Účastníci výletu do Budějovic a na Hlubokou sejdou se v neděli o 6. hod. večer ve spolkové místnosti, aby se dorozuměli o vyúčtování výletu. — Spolek pro pořádání národních slavností konal včera výroční valnou hromadu, na které zvolen byl nový výbor. — Spolek Svatobor oznamuje, že na podporu českých spisovatelů v nouzi obdržel opět několik příspěvků, za něž tímto srdečně děkuje.: [770, 416, 1119, 502]
edge-fragment: iti: [16, 370, 27, 382]
divider: [883, 645, 1005, 646]
